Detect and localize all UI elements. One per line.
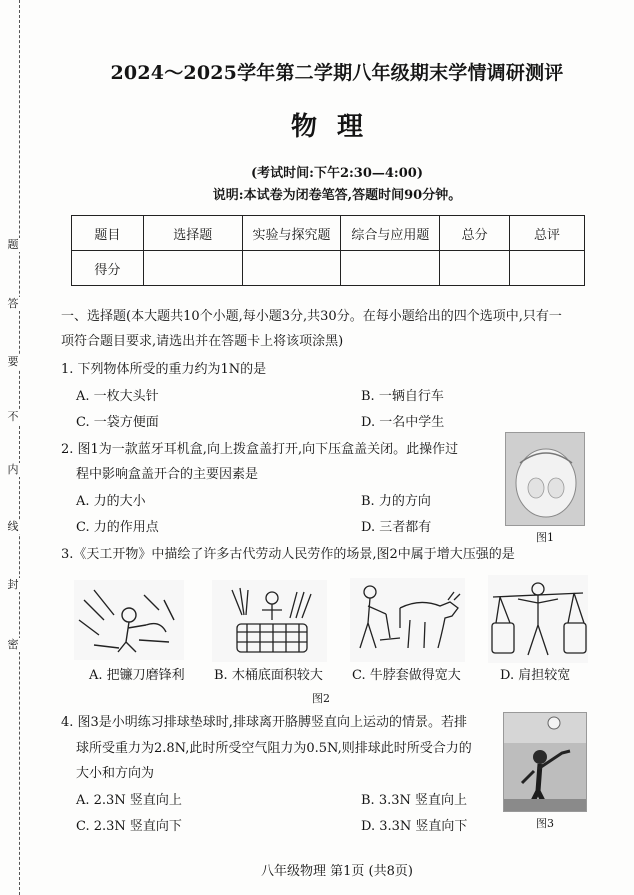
score-cell[interactable] bbox=[341, 251, 440, 286]
q4-stem-line2: 球所受重力为2.8N,此时所受空气阻力为0.5N,则排球此时所受合力的 bbox=[76, 741, 472, 756]
exam-time: (考试时间:下午2:30—4:00) bbox=[251, 166, 423, 181]
binding-char: 不 bbox=[5, 410, 21, 424]
figure-3-caption: 图3 bbox=[536, 817, 554, 830]
binding-char: 题 bbox=[5, 238, 21, 252]
shoulder-pole-illustration bbox=[488, 575, 588, 663]
binding-char: 封 bbox=[5, 578, 21, 592]
q3-option-a[interactable]: A. 把镰刀磨锋利 bbox=[89, 668, 185, 683]
q4-option-b[interactable]: B. 3.3N 竖直向上 bbox=[361, 793, 467, 808]
score-table-header: 总评 bbox=[510, 216, 585, 251]
binding-margin bbox=[0, 0, 30, 895]
q2-option-c[interactable]: C. 力的作用点 bbox=[76, 520, 159, 535]
q1-option-b[interactable]: B. 一辆自行车 bbox=[361, 389, 444, 404]
q1-option-a[interactable]: A. 一枚大头针 bbox=[76, 389, 159, 404]
ox-plowing-illustration bbox=[350, 578, 465, 662]
score-table-score-row bbox=[72, 251, 585, 286]
subject-title: 物理 bbox=[290, 112, 383, 142]
wooden-bucket-illustration bbox=[212, 580, 327, 662]
score-table-header: 题目 bbox=[72, 216, 144, 251]
page-footer: 八年级物理 第1页 (共8页) bbox=[261, 864, 413, 879]
q4-stem-line1: 4. 图3是小明练习排球垫球时,排球离开胳膊竖直向上运动的情景。若排 bbox=[61, 715, 467, 730]
section-instructions-line1: 一、选择题(本大题共10个小题,每小题3分,共30分。在每小题给出的四个选项中,只有一 bbox=[61, 309, 562, 324]
q1-option-c[interactable]: C. 一袋方便面 bbox=[76, 415, 159, 430]
score-table-header: 综合与应用题 bbox=[341, 216, 440, 251]
score-cell[interactable] bbox=[242, 251, 341, 286]
q1-option-d[interactable]: D. 一名中学生 bbox=[361, 415, 445, 430]
exam-note: 说明:本试卷为闭卷笔答,答题时间90分钟。 bbox=[212, 188, 462, 203]
q4-option-d[interactable]: D. 3.3N 竖直向下 bbox=[361, 819, 468, 834]
binding-char: 要 bbox=[5, 355, 21, 369]
binding-char: 密 bbox=[5, 638, 21, 652]
section-instructions-line2: 项符合题目要求,请选出并在答题卡上将该项涂黑) bbox=[61, 334, 344, 349]
binding-char: 线 bbox=[5, 520, 21, 534]
score-cell[interactable] bbox=[440, 251, 510, 286]
binding-dashed-line bbox=[19, 0, 20, 895]
score-table-header-row bbox=[72, 216, 585, 251]
score-table-header: 总分 bbox=[440, 216, 510, 251]
score-table-header: 实验与探究题 bbox=[242, 216, 341, 251]
volleyball-player-photo bbox=[503, 712, 587, 812]
q3-option-d[interactable]: D. 肩担较宽 bbox=[500, 668, 571, 683]
q3-option-c[interactable]: C. 牛脖套做得宽大 bbox=[352, 668, 461, 683]
earbud-case-photo bbox=[505, 432, 585, 526]
q1-stem: 1. 下列物体所受的重力约为1N的是 bbox=[61, 362, 267, 377]
score-cell[interactable] bbox=[143, 251, 242, 286]
score-table-header: 选择题 bbox=[143, 216, 242, 251]
q2-stem-line2: 程中影响盒盖开合的主要因素是 bbox=[76, 467, 259, 482]
binding-char: 答 bbox=[5, 297, 21, 311]
figure-1-caption: 图1 bbox=[536, 531, 554, 544]
score-row-label: 得分 bbox=[72, 251, 144, 286]
binding-char: 内 bbox=[5, 463, 21, 477]
q2-option-b[interactable]: B. 力的方向 bbox=[361, 494, 431, 509]
q2-stem-line1: 2. 图1为一款蓝牙耳机盒,向上拨盒盖打开,向下压盒盖关闭。此操作过 bbox=[61, 442, 459, 457]
q3-option-b[interactable]: B. 木桶底面积较大 bbox=[214, 668, 323, 683]
q4-option-a[interactable]: A. 2.3N 竖直向上 bbox=[76, 793, 182, 808]
q2-option-d[interactable]: D. 三者都有 bbox=[361, 520, 432, 535]
q4-option-c[interactable]: C. 2.3N 竖直向下 bbox=[76, 819, 182, 834]
q4-stem-line3: 大小和方向为 bbox=[76, 766, 155, 781]
sickle-sharpening-illustration bbox=[74, 580, 184, 660]
score-cell[interactable] bbox=[510, 251, 585, 286]
figure-2-caption: 图2 bbox=[312, 692, 330, 705]
q3-stem: 3.《天工开物》中描绘了许多古代劳动人民劳作的场景,图2中属于增大压强的是 bbox=[61, 547, 515, 562]
q2-option-a[interactable]: A. 力的大小 bbox=[76, 494, 146, 509]
exam-title: 2024～2025学年第二学期八年级期末学情调研测评 bbox=[110, 62, 564, 84]
score-table bbox=[71, 215, 585, 286]
